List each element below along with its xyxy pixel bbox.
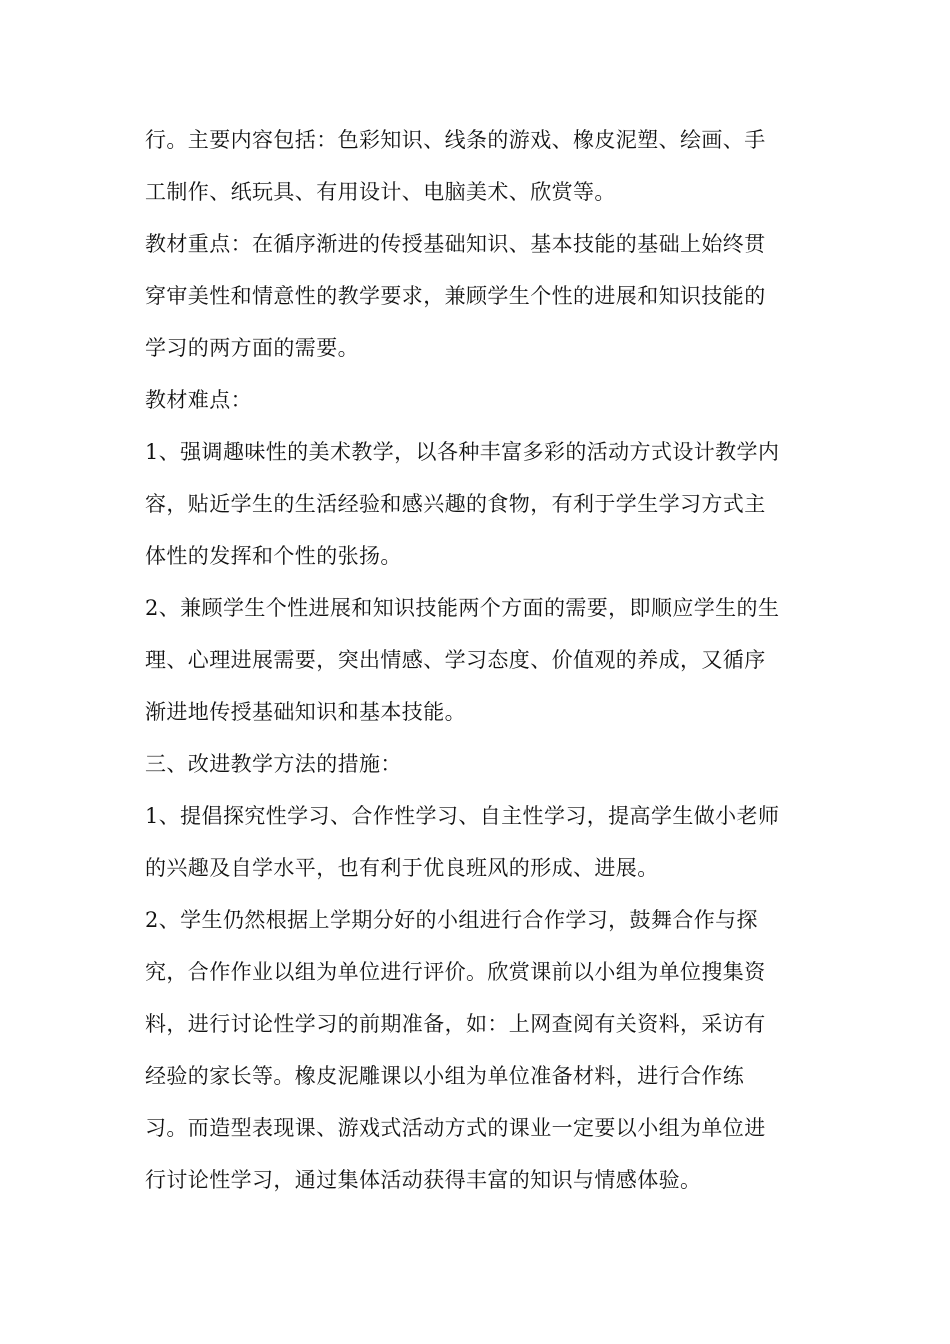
section-heading: 三、改进教学方法的措施： — [145, 752, 402, 776]
text-line: 1、提倡探究性学习、合作性学习、自主性学习，提高学生做小老师 — [145, 804, 780, 828]
text-line: 体性的发挥和个性的张扬。 — [145, 544, 402, 568]
text-line: 2、学生仍然根据上学期分好的小组进行合作学习，鼓舞合作与探 — [145, 908, 758, 932]
document-body — [145, 114, 810, 1206]
text-line: 理、心理进展需要，突出情感、学习态度、价值观的养成，又循序 — [145, 648, 766, 672]
text-line: 行。主要内容包括：色彩知识、线条的游戏、橡皮泥塑、绘画、手 — [145, 128, 766, 152]
text-line: 究，合作作业以组为单位进行评价。欣赏课前以小组为单位搜集资 — [145, 960, 766, 984]
text-line: 工制作、纸玩具、有用设计、电脑美术、欣赏等。 — [145, 180, 616, 204]
section-heading: 教材难点： — [145, 388, 252, 412]
text-line: 渐进地传授基础知识和基本技能。 — [145, 700, 466, 724]
text-line: 习。而造型表现课、游戏式活动方式的课业一定要以小组为单位进 — [145, 1116, 766, 1140]
text-line: 2、兼顾学生个性进展和知识技能两个方面的需要，即顺应学生的生 — [145, 596, 780, 620]
text-line: 穿审美性和情意性的教学要求，兼顾学生个性的进展和知识技能的 — [145, 284, 766, 308]
text-line: 行讨论性学习，通过集体活动获得丰富的知识与情感体验。 — [145, 1168, 702, 1192]
text-line: 的兴趣及自学水平，也有利于优良班风的形成、进展。 — [145, 856, 659, 880]
text-line: 学习的两方面的需要。 — [145, 336, 359, 360]
text-line: 容，贴近学生的生活经验和感兴趣的食物，有利于学生学习方式主 — [145, 492, 766, 516]
text-line: 教材重点：在循序渐进的传授基础知识、基本技能的基础上始终贯 — [145, 232, 766, 256]
text-line: 1、强调趣味性的美术教学，以各种丰富多彩的活动方式设计教学内 — [145, 440, 780, 464]
text-line: 料，进行讨论性学习的前期准备，如：上网查阅有关资料，采访有 — [145, 1012, 766, 1036]
text-line: 经验的家长等。橡皮泥雕课以小组为单位准备材料，进行合作练 — [145, 1064, 745, 1088]
